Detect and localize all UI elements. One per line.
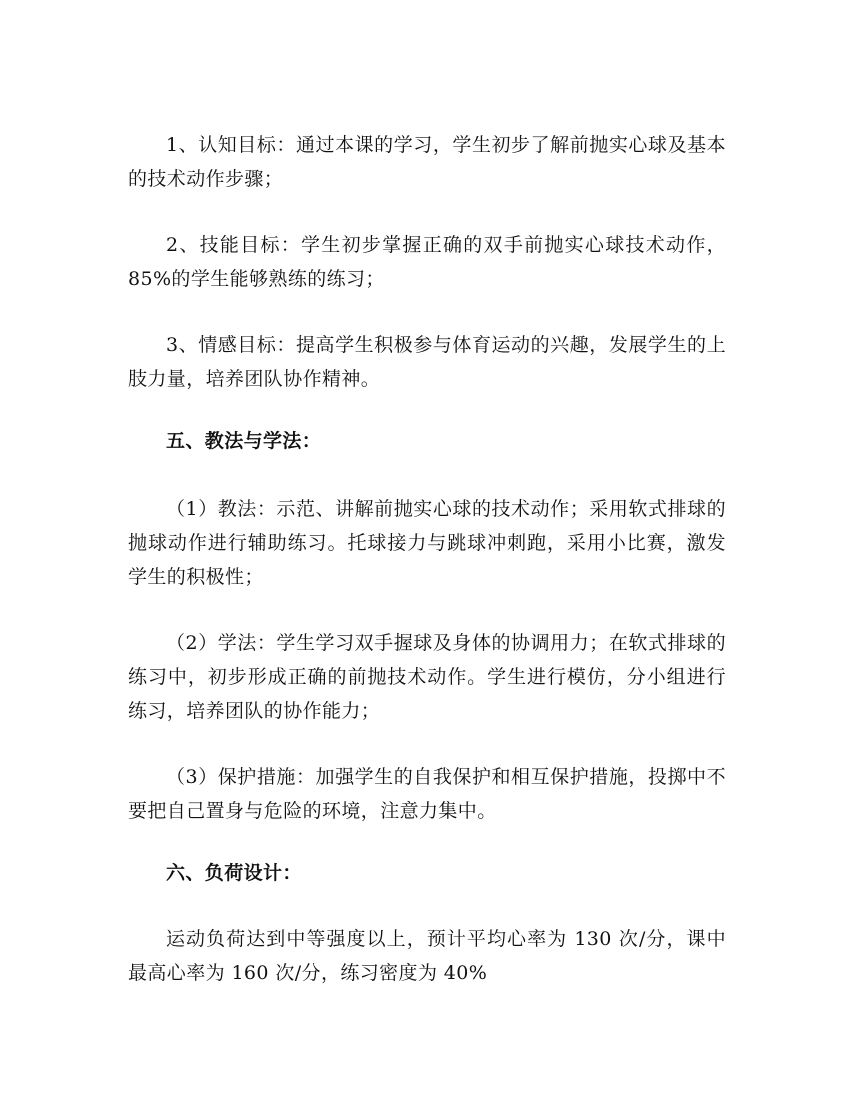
document-body: [128, 128, 726, 990]
load-design-paragraph: 运动负荷达到中等强度以上，预计平均心率为 130 次/分，课中最高心率为 160 次/分，练习密度为 40%: [128, 928, 726, 984]
goal-cognitive-paragraph: 1、认知目标：通过本课的学习，学生初步了解前抛实心球及基本的技术动作步骤；: [128, 134, 726, 190]
section-heading-methods: 五、教法与学法：: [166, 430, 322, 452]
learning-method-paragraph: （2）学法：学生学习双手握球及身体的协调用力；在软式排球的练习中，初步形成正确的前抛技术动作。学生进行模仿，分小组进行练习，培养团队的协作能力；: [128, 632, 726, 722]
section-heading-load: 六、负荷设计：: [166, 862, 302, 884]
protection-measures-paragraph: （3）保护措施：加强学生的自我保护和相互保护措施，投掷中不要把自己置身与危险的环境，注意力集中。: [128, 766, 726, 822]
teaching-method-paragraph: （1）教法：示范、讲解前抛实心球的技术动作；采用软式排球的抛球动作进行辅助练习。托球接力与跳球冲刺跑，采用小比赛，激发学生的积极性；: [128, 498, 726, 588]
goal-skill-paragraph: 2、技能目标：学生初步掌握正确的双手前抛实心球技术动作，85%的学生能够熟练的练习；: [128, 234, 726, 290]
goal-affective-paragraph: 3、情感目标：提高学生积极参与体育运动的兴趣，发展学生的上肢力量，培养团队协作精神。: [128, 334, 726, 390]
